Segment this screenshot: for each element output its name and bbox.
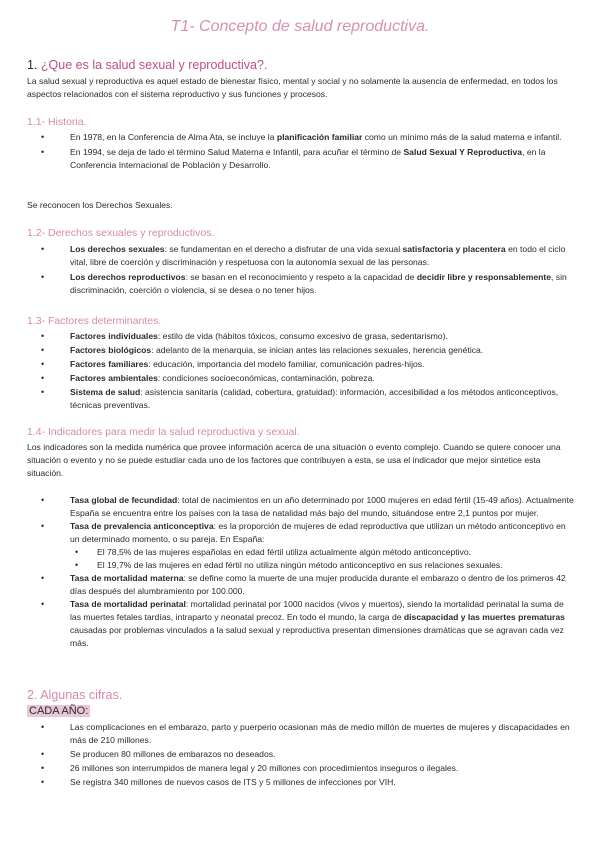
item-bold: satisfactoria y placentera bbox=[402, 244, 506, 254]
item-text: : adelanto de la menarquia, se inician antes las relaciones sexuales, herencia genética. bbox=[151, 345, 484, 355]
bullet-icon: • bbox=[41, 749, 45, 759]
bullet-icon: • bbox=[41, 244, 45, 254]
bullet-icon: • bbox=[41, 359, 45, 369]
item-text: : se define como la muerte de una mujer producida durante el embarazo o dentro de los primeros 42 días después del alumbramiento por 100.000. bbox=[70, 573, 566, 596]
item-text: 26 millones son interrumpidos de manera legal y 20 millones con procedimientos inseguros o ilegales. bbox=[70, 763, 459, 773]
bullet-icon: • bbox=[75, 547, 79, 557]
bullet-icon: • bbox=[41, 147, 45, 157]
item-text: : educación, importancia del modelo familiar, comunicación padres-hijos. bbox=[148, 359, 425, 369]
item-bold: planificación familiar bbox=[276, 132, 363, 142]
factors-list bbox=[27, 330, 575, 412]
item-bold: decidir libre y responsablemente bbox=[416, 272, 552, 282]
list-item bbox=[27, 559, 575, 572]
rights-list bbox=[27, 243, 575, 297]
item-bold: Salud Sexual Y Reproductiva bbox=[403, 147, 523, 157]
indicators-list bbox=[27, 494, 575, 650]
figures-list bbox=[27, 721, 575, 789]
document-title: T1- Concepto de salud reproductiva. bbox=[170, 18, 430, 35]
cada-ano-label: CADA AÑO: bbox=[29, 705, 89, 717]
item-text: causadas por problemas vinculados a la salud sexual y reproductiva presentan dimensiones dramáticas que se agravan cada vez más. bbox=[70, 625, 564, 648]
section-1-title: ¿Que es la salud sexual y reproductiva?. bbox=[40, 58, 268, 72]
item-text: : es la proporción de mujeres de edad reproductiva que utilizan un método anticonceptivo en un determinado momento, o su pareja. En España: bbox=[70, 521, 566, 544]
item-text: , en la Conferencia Internacional de Población y Desarrollo. bbox=[70, 147, 546, 170]
bullet-icon: • bbox=[41, 331, 45, 341]
item-text: : se fundamentan en el derecho a disfrutar de una vida sexual bbox=[164, 244, 403, 254]
item-text: : mortalidad perinatal por 1000 nacidos (vivos y muertos), siendo la mortalidad perinatal la suma de las muertes fetales tardías, intraparto y neonatal precoz. En todo el mundo, la carga de bbox=[70, 599, 564, 622]
bullet-icon: • bbox=[41, 373, 45, 383]
bullet-icon: • bbox=[41, 387, 45, 397]
list-item bbox=[27, 146, 575, 172]
bullet-icon: • bbox=[41, 272, 45, 282]
item-text: El 78,5% de las mujeres españolas en edad fértil utiliza actualmente algún método anticonceptivo. bbox=[97, 547, 472, 557]
item-bold: Tasa de prevalencia anticonceptiva bbox=[70, 521, 214, 531]
section-1-number: 1. bbox=[27, 58, 38, 72]
item-text: : asistencia sanitaria (calidad, cobertura, gratuidad): información, accesibilidad a los métodos anticonceptivos, técnicas preventivas. bbox=[70, 387, 559, 410]
item-text: En 1978, en la Conferencia de Alma Ata, se incluye la bbox=[70, 132, 277, 142]
item-text: En 1994, se deja de lado el término Salud Materna e Infantil, para acuñar el término de bbox=[70, 147, 404, 157]
bullet-icon: • bbox=[41, 722, 45, 732]
list-item bbox=[27, 372, 575, 385]
item-text: Se producen 80 millones de embarazos no deseados. bbox=[70, 749, 276, 759]
bullet-icon: • bbox=[41, 763, 45, 773]
indicators-text: Los indicadores son la medida numérica que provee información acerca de una situación o evento complejo. Cuando se quiere conocer una situación o evento y no se puede estudiar cada uno de los factores que contribuyen a esta, se usa el indicador que mejor sintetice esta situación. bbox=[27, 442, 561, 478]
item-text: El 19,7% de las mujeres en edad fértil no utiliza ningún método anticonceptivo en sus relaciones sexuales. bbox=[97, 560, 503, 570]
history-list bbox=[27, 131, 575, 172]
item-bold: Los derechos sexuales bbox=[70, 244, 165, 254]
list-item bbox=[27, 386, 575, 412]
item-text: : estilo de vida (hábitos tóxicos, consumo excesivo de grasa, sedentarismo). bbox=[157, 331, 448, 341]
list-item bbox=[27, 598, 575, 650]
item-bold: Tasa de mortalidad materna bbox=[70, 573, 184, 583]
list-item bbox=[27, 344, 575, 357]
section-2-heading: 2. Algunas cifras. bbox=[27, 688, 123, 702]
section-1-2-heading: 1.2- Derechos sexuales y reproductivos. bbox=[27, 227, 215, 239]
section-1-1-heading: 1.1- Historia. bbox=[27, 116, 87, 128]
list-item bbox=[27, 131, 575, 144]
list-item bbox=[27, 358, 575, 371]
item-bold: Sistema de salud bbox=[70, 387, 141, 397]
list-item bbox=[27, 243, 575, 269]
item-text: Las complicaciones en el embarazo, parto y puerperio ocasionan más de medio millón de muertes de mujeres y discapacidades en más de 210 millones. bbox=[70, 722, 570, 745]
section-1-text: La salud sexual y reproductiva es aquel estado de bienestar físico, mental y social y no solamente la ausencia de enfermedad, en todos los aspectos relacionados con el sistema reproductivo y sus funciones y procesos. bbox=[27, 76, 558, 99]
list-item bbox=[27, 330, 575, 343]
bullet-icon: • bbox=[41, 521, 45, 531]
item-bold: Factores individuales bbox=[70, 331, 158, 341]
item-text: , sin discriminación, coerción o violencia, si se desea o no tener hijos. bbox=[70, 272, 567, 295]
list-item bbox=[27, 748, 575, 761]
list-item bbox=[27, 271, 575, 297]
bullet-icon: • bbox=[41, 599, 45, 609]
bullet-icon: • bbox=[41, 573, 45, 583]
bullet-icon: • bbox=[41, 132, 45, 142]
list-item bbox=[27, 776, 575, 789]
section-1-heading bbox=[27, 58, 267, 72]
bullet-icon: • bbox=[75, 560, 79, 570]
item-bold: Factores ambientales bbox=[70, 373, 158, 383]
section-1-3-heading: 1.3- Factores determinantes. bbox=[27, 315, 162, 327]
section-1-4-heading: 1.4- Indicadores para medir la salud reproductiva y sexual. bbox=[27, 426, 300, 438]
list-item bbox=[27, 520, 575, 546]
list-item bbox=[27, 572, 575, 598]
item-text: como un mínimo más de la salud materna e infantil. bbox=[362, 132, 562, 142]
item-text: : total de nacimientos en un año determinado por 1000 mujeres en edad fértil (15-49 años). Actualmente España se encuentra entre los países con la tasa de natalidad más bajo del mundo, situándose entre 2,1 puntos por mujer. bbox=[70, 495, 574, 518]
bullet-icon: • bbox=[41, 495, 45, 505]
bullet-icon: • bbox=[41, 777, 45, 787]
item-text: Se registra 340 millones de nuevos casos de ITS y 5 millones de infecciones por VIH. bbox=[70, 777, 396, 787]
bullet-icon: • bbox=[41, 345, 45, 355]
item-text: : se basan en el reconocimiento y respeto a la capacidad de bbox=[185, 272, 417, 282]
list-item bbox=[27, 494, 575, 520]
item-bold: Tasa global de fecundidad bbox=[70, 495, 178, 505]
item-bold: Factores biológicos bbox=[70, 345, 152, 355]
item-bold: Los derechos reproductivos bbox=[70, 272, 186, 282]
history-footer: Se reconocen los Derechos Sexuales. bbox=[27, 200, 173, 210]
item-text: : condiciones socioeconómicas, contaminación, pobreza. bbox=[157, 373, 375, 383]
list-item bbox=[27, 546, 575, 559]
item-bold: discapacidad y las muertes prematuras bbox=[403, 612, 565, 622]
item-text: en todo el ciclo vital, libre de coerción y discriminación y respetuosa con la autonomía sexual de las personas. bbox=[70, 244, 566, 267]
item-bold: Tasa de mortalidad perinatal bbox=[70, 599, 186, 609]
list-item bbox=[27, 762, 575, 775]
item-bold: Factores familiares bbox=[70, 359, 149, 369]
list-item bbox=[27, 721, 575, 747]
